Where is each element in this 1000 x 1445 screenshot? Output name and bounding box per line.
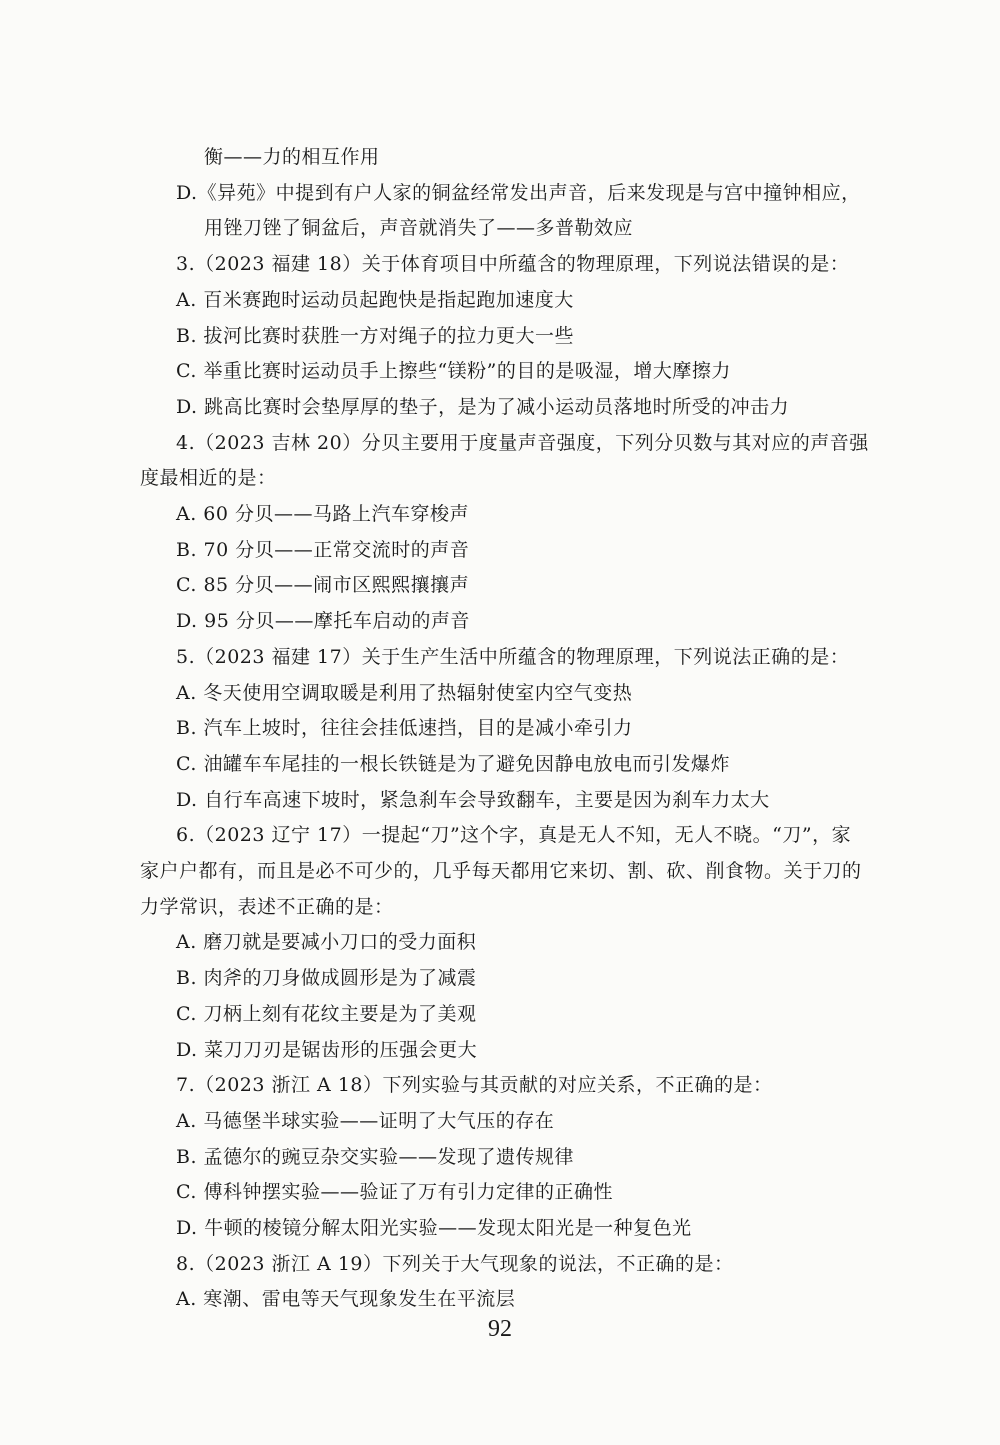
question-4-option-b: B. 70 分贝——正常交流时的声音 (176, 539, 470, 561)
page-number: 92 (488, 1316, 512, 1342)
question-6-stem-cont: 力学常识，表述不正确的是： (140, 896, 394, 918)
question-4-stem-cont: 度最相近的是： (140, 467, 277, 489)
question-5-option-d: D. 自行车高速下坡时，紧急刹车会导致翻车，主要是因为刹车力太大 (176, 789, 770, 811)
question-7-stem: 7.（2023 浙江 A 18）下列实验与其贡献的对应关系，不正确的是： (176, 1074, 773, 1096)
question-5-stem: 5.（2023 福建 17）关于生产生活中所蕴含的物理原理，下列说法正确的是： (176, 646, 850, 668)
question-7-option-c: C. 傅科钟摆实验——验证了万有引力定律的正确性 (176, 1181, 613, 1203)
question-4-option-a: A. 60 分贝——马路上汽车穿梭声 (176, 503, 470, 525)
text-line: 用锉刀锉了铜盆后，声音就消失了——多普勒效应 (204, 217, 634, 239)
question-5-option-b: B. 汽车上坡时，往往会挂低速挡，目的是减小牵引力 (176, 717, 633, 739)
question-8-stem: 8.（2023 浙江 A 19）下列关于大气现象的说法，不正确的是： (176, 1253, 734, 1275)
text-line: D.《异苑》中提到有户人家的铜盆经常发出声音，后来发现是与宫中撞钟相应， (176, 182, 861, 204)
question-5-option-c: C. 油罐车车尾挂的一根长铁链是为了避免因静电放电而引发爆炸 (176, 753, 730, 775)
question-6-stem: 6.（2023 辽宁 17）一提起“刀”这个字，真是无人不知，无人不晓。“刀”，家 (176, 824, 852, 846)
question-7-option-a: A. 马德堡半球实验——证明了大气压的存在 (176, 1110, 555, 1132)
question-5-option-a: A. 冬天使用空调取暖是利用了热辐射使室内空气变热 (176, 682, 633, 704)
question-4-stem: 4.（2023 吉林 20）分贝主要用于度量声音强度，下列分贝数与其对应的声音强 (176, 432, 869, 454)
question-6-option-d: D. 菜刀刀刃是锯齿形的压强会更大 (176, 1039, 478, 1061)
text-line: 衡——力的相互作用 (204, 146, 380, 168)
question-3-stem: 3.（2023 福建 18）关于体育项目中所蕴含的物理原理，下列说法错误的是： (176, 253, 850, 275)
question-3-option-b: B. 拔河比赛时获胜一方对绳子的拉力更大一些 (176, 325, 575, 347)
question-4-option-d: D. 95 分贝——摩托车启动的声音 (176, 610, 470, 632)
question-4-option-c: C. 85 分贝——闹市区熙熙攘攘声 (176, 574, 470, 596)
question-6-stem-cont: 家户户都有，而且是必不可少的，几乎每天都用它来切、割、砍、削食物。关于刀的 (140, 860, 862, 882)
question-7-option-b: B. 孟德尔的豌豆杂交实验——发现了遗传规律 (176, 1146, 575, 1168)
question-3-option-a: A. 百米赛跑时运动员起跑快是指起跑加速度大 (176, 289, 574, 311)
question-7-option-d: D. 牛顿的棱镜分解太阳光实验——发现太阳光是一种复色光 (176, 1217, 692, 1239)
question-3-option-c: C. 举重比赛时运动员手上擦些“镁粉”的目的是吸湿，增大摩擦力 (176, 360, 731, 382)
question-3-option-d: D. 跳高比赛时会垫厚厚的垫子，是为了减小运动员落地时所受的冲击力 (176, 396, 790, 418)
question-8-option-a: A. 寒潮、雷电等天气现象发生在平流层 (176, 1288, 516, 1310)
question-6-option-a: A. 磨刀就是要减小刀口的受力面积 (176, 931, 477, 953)
question-6-option-c: C. 刀柄上刻有花纹主要是为了美观 (176, 1003, 477, 1025)
question-6-option-b: B. 肉斧的刀身做成圆形是为了减震 (176, 967, 477, 989)
